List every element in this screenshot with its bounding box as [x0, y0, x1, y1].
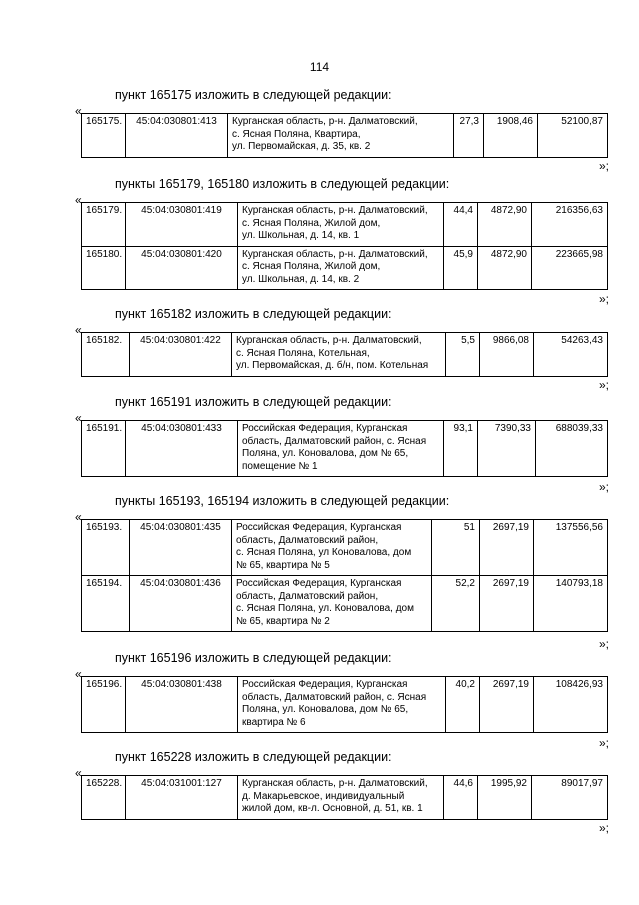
address-line: область, Далматовский район, [236, 534, 379, 546]
item-number-cell: 165228. [82, 776, 126, 820]
total-value-cell: 140793,18 [534, 576, 608, 632]
close-quote: »; [598, 821, 609, 835]
close-quote: »; [598, 378, 609, 392]
area-cell: 27,3 [454, 114, 484, 158]
address-line: область, Далматовский район, с. Ясная [242, 435, 427, 447]
property-table [81, 775, 608, 820]
area-cell: 93,1 [444, 421, 478, 477]
amendment-intro: пункт 165196 изложить в следующей редакции: [115, 651, 392, 665]
address-line: Поляна, ул. Коновалова, дом № 65, [242, 448, 409, 459]
address-cell [232, 520, 432, 576]
property-table [81, 519, 608, 632]
open-quote: « [75, 510, 82, 524]
item-number-cell: 165182. [82, 333, 130, 377]
unit-value-cell: 2697,19 [480, 520, 534, 576]
table-row [82, 114, 608, 158]
address-cell [228, 114, 454, 158]
table-row [82, 776, 608, 820]
item-number-cell: 165194. [82, 576, 130, 632]
address-line: Российская Федерация, Курганская [242, 679, 408, 690]
address-line: с. Ясная Поляна, Жилой дом, [242, 261, 381, 272]
address-line: Поляна, ул. Коновалова, дом № 65, [242, 704, 409, 715]
amendment-intro: пункт 165191 изложить в следующей редакции: [115, 395, 392, 409]
unit-value-cell: 4872,90 [478, 246, 532, 290]
address-line: с. Ясная Поляна, ул Коновалова, дом [236, 547, 412, 558]
table-row [82, 333, 608, 377]
total-value-cell: 223665,98 [532, 246, 608, 290]
address-cell [238, 677, 446, 733]
address-line: Российская Федерация, Курганская [236, 578, 402, 589]
table-row [82, 576, 608, 632]
close-quote: »; [598, 637, 609, 651]
address-line: помещение № 1 [242, 460, 318, 472]
area-cell: 52,2 [432, 576, 480, 632]
address-cell [238, 776, 444, 820]
total-value-cell: 52100,87 [538, 114, 608, 158]
amendment-intro: пункты 165179, 165180 изложить в следующей редакции: [115, 177, 450, 191]
total-value-cell: 688039,33 [536, 421, 608, 477]
item-number-cell: 165191. [82, 421, 126, 477]
total-value-cell: 216356,63 [532, 203, 608, 247]
address-line: ул. Школьная, д. 14, кв. 2 [242, 273, 360, 285]
open-quote: « [75, 323, 82, 337]
close-quote: »; [598, 736, 609, 750]
address-line: с. Ясная Поляна, Квартира, [232, 128, 361, 140]
address-line: с. Ясная Поляна, Котельная, [236, 347, 370, 359]
item-number-cell: 165180. [82, 246, 126, 290]
unit-value-cell: 2697,19 [480, 677, 534, 733]
address-cell [232, 576, 432, 632]
table-row [82, 246, 608, 290]
address-line: с. Ясная Поляна, ул. Коновалова, дом [236, 603, 414, 614]
address-line: область, Далматовский район, [236, 590, 379, 602]
address-cell [238, 246, 444, 290]
cadastral-number-cell: 45:04:030801:420 [126, 246, 238, 290]
area-cell: 40,2 [446, 677, 480, 733]
address-line: Российская Федерация, Курганская [242, 423, 408, 434]
address-line: Курганская область, р-н. Далматовский, [242, 778, 428, 789]
address-line: ул. Первомайская, д. б/н, пом. Котельная [236, 360, 429, 371]
address-line: область, Далматовский район, с. Ясная [242, 691, 427, 703]
page-number: 114 [309, 60, 330, 74]
cadastral-number-cell: 45:04:030801:433 [126, 421, 238, 477]
total-value-cell: 137556,56 [534, 520, 608, 576]
area-cell: 5,5 [446, 333, 480, 377]
address-line: квартира № 6 [242, 716, 306, 728]
address-line: № 65, квартира № 2 [236, 615, 330, 627]
address-line: жилой дом, кв-л. Основной, д. 51, кв. 1 [242, 803, 423, 814]
address-line: д. Макарьевское, индивидуальный [242, 790, 405, 802]
item-number-cell: 165196. [82, 677, 126, 733]
open-quote: « [75, 667, 82, 681]
close-quote: »; [598, 480, 609, 494]
address-cell [238, 421, 444, 477]
close-quote: »; [598, 292, 609, 306]
unit-value-cell: 4872,90 [478, 203, 532, 247]
unit-value-cell: 1908,46 [484, 114, 538, 158]
property-table [81, 676, 608, 733]
property-table [81, 113, 608, 158]
property-table [81, 202, 608, 290]
close-quote: »; [598, 159, 609, 173]
address-line: Российская Федерация, Курганская [236, 522, 402, 533]
property-table [81, 420, 608, 477]
address-cell [232, 333, 446, 377]
property-table [81, 332, 608, 377]
cadastral-number-cell: 45:04:030801:438 [126, 677, 238, 733]
total-value-cell: 54263,43 [534, 333, 608, 377]
unit-value-cell: 9866,08 [480, 333, 534, 377]
unit-value-cell: 7390,33 [478, 421, 536, 477]
address-line: Курганская область, р-н. Далматовский, [242, 248, 428, 260]
table-row [82, 421, 608, 477]
table-row [82, 677, 608, 733]
area-cell: 44,4 [444, 203, 478, 247]
total-value-cell: 89017,97 [532, 776, 608, 820]
amendment-intro: пункт 165175 изложить в следующей редакции: [115, 88, 392, 102]
open-quote: « [75, 193, 82, 207]
cadastral-number-cell: 45:04:030801:436 [130, 576, 232, 632]
open-quote: « [75, 104, 82, 118]
total-value-cell: 108426,93 [534, 677, 608, 733]
area-cell: 51 [432, 520, 480, 576]
cadastral-number-cell: 45:04:030801:419 [126, 203, 238, 247]
cadastral-number-cell: 45:04:030801:413 [126, 114, 228, 158]
item-number-cell: 165193. [82, 520, 130, 576]
address-line: с. Ясная Поляна, Жилой дом, [242, 217, 381, 229]
amendment-intro: пункты 165193, 165194 изложить в следующей редакции: [115, 494, 450, 508]
cadastral-number-cell: 45:04:031001:127 [126, 776, 238, 820]
amendment-intro: пункт 165228 изложить в следующей редакции: [115, 750, 392, 764]
address-line: Курганская область, р-н. Далматовский, [242, 205, 428, 216]
item-number-cell: 165175. [82, 114, 126, 158]
amendment-intro: пункт 165182 изложить в следующей редакции: [115, 307, 392, 321]
address-cell [238, 203, 444, 247]
cadastral-number-cell: 45:04:030801:435 [130, 520, 232, 576]
open-quote: « [75, 766, 82, 780]
unit-value-cell: 2697,19 [480, 576, 534, 632]
item-number-cell: 165179. [82, 203, 126, 247]
address-line: ул. Первомайская, д. 35, кв. 2 [232, 141, 371, 152]
area-cell: 44,6 [444, 776, 478, 820]
address-line: Курганская область, р-н. Далматовский, [232, 116, 418, 127]
address-line: ул. Школьная, д. 14, кв. 1 [242, 230, 360, 241]
address-line: Курганская область, р-н. Далматовский, [236, 335, 422, 346]
unit-value-cell: 1995,92 [478, 776, 532, 820]
open-quote: « [75, 411, 82, 425]
cadastral-number-cell: 45:04:030801:422 [130, 333, 232, 377]
area-cell: 45,9 [444, 246, 478, 290]
table-row [82, 520, 608, 576]
address-line: № 65, квартира № 5 [236, 559, 330, 571]
table-row [82, 203, 608, 247]
